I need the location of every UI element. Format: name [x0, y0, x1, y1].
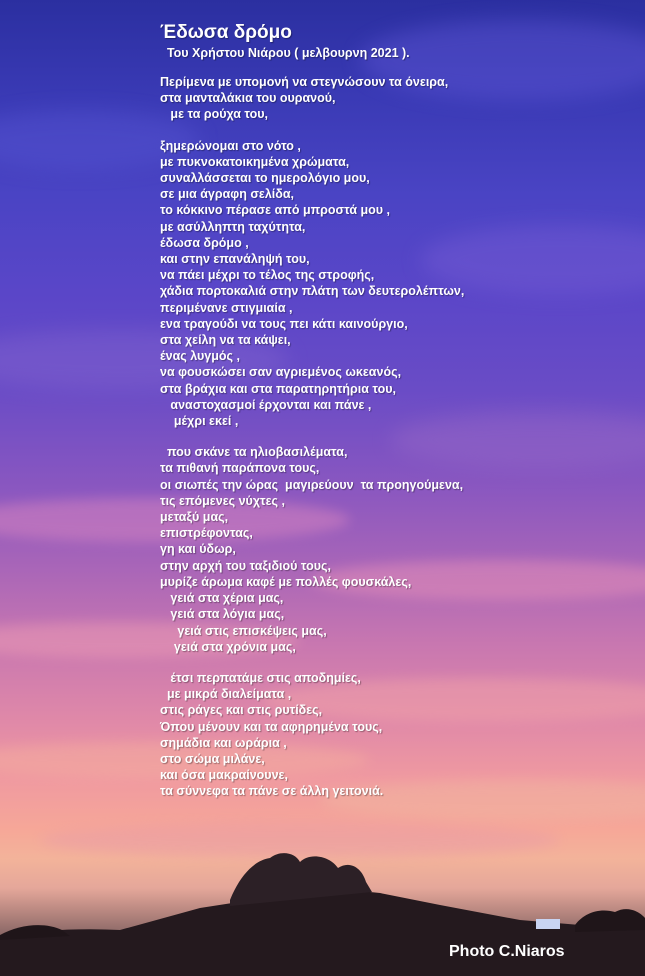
poem-line: γειά στις επισκέψεις μας, [160, 623, 327, 638]
poem-line: με ασύλληπτη ταχύτητα, [160, 219, 306, 234]
poem-line: έτσι περπατάμε στις αποδημίες, [160, 670, 361, 685]
poem-line: σε μια άγραφη σελίδα, [160, 187, 294, 202]
poem-line: μεταξύ μας, [160, 510, 229, 525]
poem-line: στην αρχή του ταξιδιού τους, [160, 558, 332, 573]
poem-line: έδωσα δρόμο , [160, 235, 249, 250]
poem-line: στις ράγες και στις ρυτίδες, [160, 703, 323, 718]
poem-line: που σκάνε τα ηλιοβασιλέματα, [160, 445, 348, 460]
poem-line: χάδια πορτοκαλιά στην πλάτη των δευτερολέπτων, [160, 284, 465, 299]
poem-line: με μικρά διαλείματα , [160, 687, 292, 702]
poem-line: στα μανταλάκια του ουρανού, [160, 91, 336, 106]
poem [160, 22, 464, 815]
poem-line: συναλλάσσεται το ημερολόγιο μου, [160, 171, 370, 186]
poem-line: γειά στα λόγια μας, [160, 607, 285, 622]
poem-line: με πυκνοκατοικημένα χρώματα, [160, 154, 350, 169]
poem-title: Έδωσα δρόμο [160, 22, 292, 43]
poem-line: και στην επανάληψή του, [160, 252, 310, 267]
poem-line: περιμένανε στιγμιαία , [160, 300, 293, 315]
poem-line: ξημερώνομαι στο νότο , [160, 138, 301, 153]
poem-line: Όπου μένουν και τα αφηρημένα τους, [160, 719, 383, 734]
poem-line: οι σιωπές την ώρας μαγιρεύουν τα προηγούμενα, [160, 477, 464, 492]
poem-author-line: Του Χρήστου Νιάρου ( μελβουρνη 2021 ). [160, 46, 410, 60]
poem-line: τα σύννεφα τα πάνε σε άλλη γειτονιά. [160, 784, 384, 799]
poem-line: στο σώμα μιλάνε, [160, 751, 265, 766]
poem-line: μυρίζε άρωμα καφέ με πολλές φουσκάλες, [160, 574, 412, 589]
distant-light [536, 919, 560, 929]
stanza-1 [160, 74, 464, 123]
photo-credit: Photo C.Niaros [449, 943, 565, 960]
poem-line: γη και ύδωρ, [160, 542, 236, 557]
poem-line: στα χείλη να τα κάψει, [160, 333, 291, 348]
poem-line: ενα τραγούδι να τους πει κάτι καινούργιο, [160, 316, 408, 331]
poem-line: γειά στα χρόνια μας, [160, 639, 296, 654]
poem-line: να πάει μέχρι το τέλος της στροφής, [160, 268, 375, 283]
poem-line: σημάδια και ωράρια , [160, 735, 287, 750]
stanza-2 [160, 138, 464, 430]
poem-line: ένας λυγμός , [160, 349, 240, 364]
stanza-4 [160, 670, 464, 800]
poem-line: να φουσκώσει σαν αγριεμένος ωκεανός, [160, 365, 402, 380]
poem-line: και όσα μακραίνουνε, [160, 768, 288, 783]
poem-line: γειά στα χέρια μας, [160, 591, 284, 606]
poem-line: Περίμενα με υπομονή να στεγνώσουν τα όνειρα, [160, 75, 449, 89]
poem-line: τα πιθανή παράπονα τους, [160, 461, 320, 476]
poem-line: επιστρέφοντας, [160, 526, 253, 541]
poem-line: στα βράχια και στα παρατηρητήρια του, [160, 381, 397, 396]
poem-line: μέχρι εκεί , [160, 414, 239, 429]
poem-line: αναστοχασμοί έρχονται και πάνε , [160, 397, 372, 412]
poem-line: τις επόμενες νύχτες , [160, 493, 285, 508]
poem-line: το κόκκινο πέρασε από μπροστά μου , [160, 203, 390, 218]
stanza-3 [160, 444, 464, 655]
poem-line: με τα ρούχα του, [160, 107, 269, 122]
